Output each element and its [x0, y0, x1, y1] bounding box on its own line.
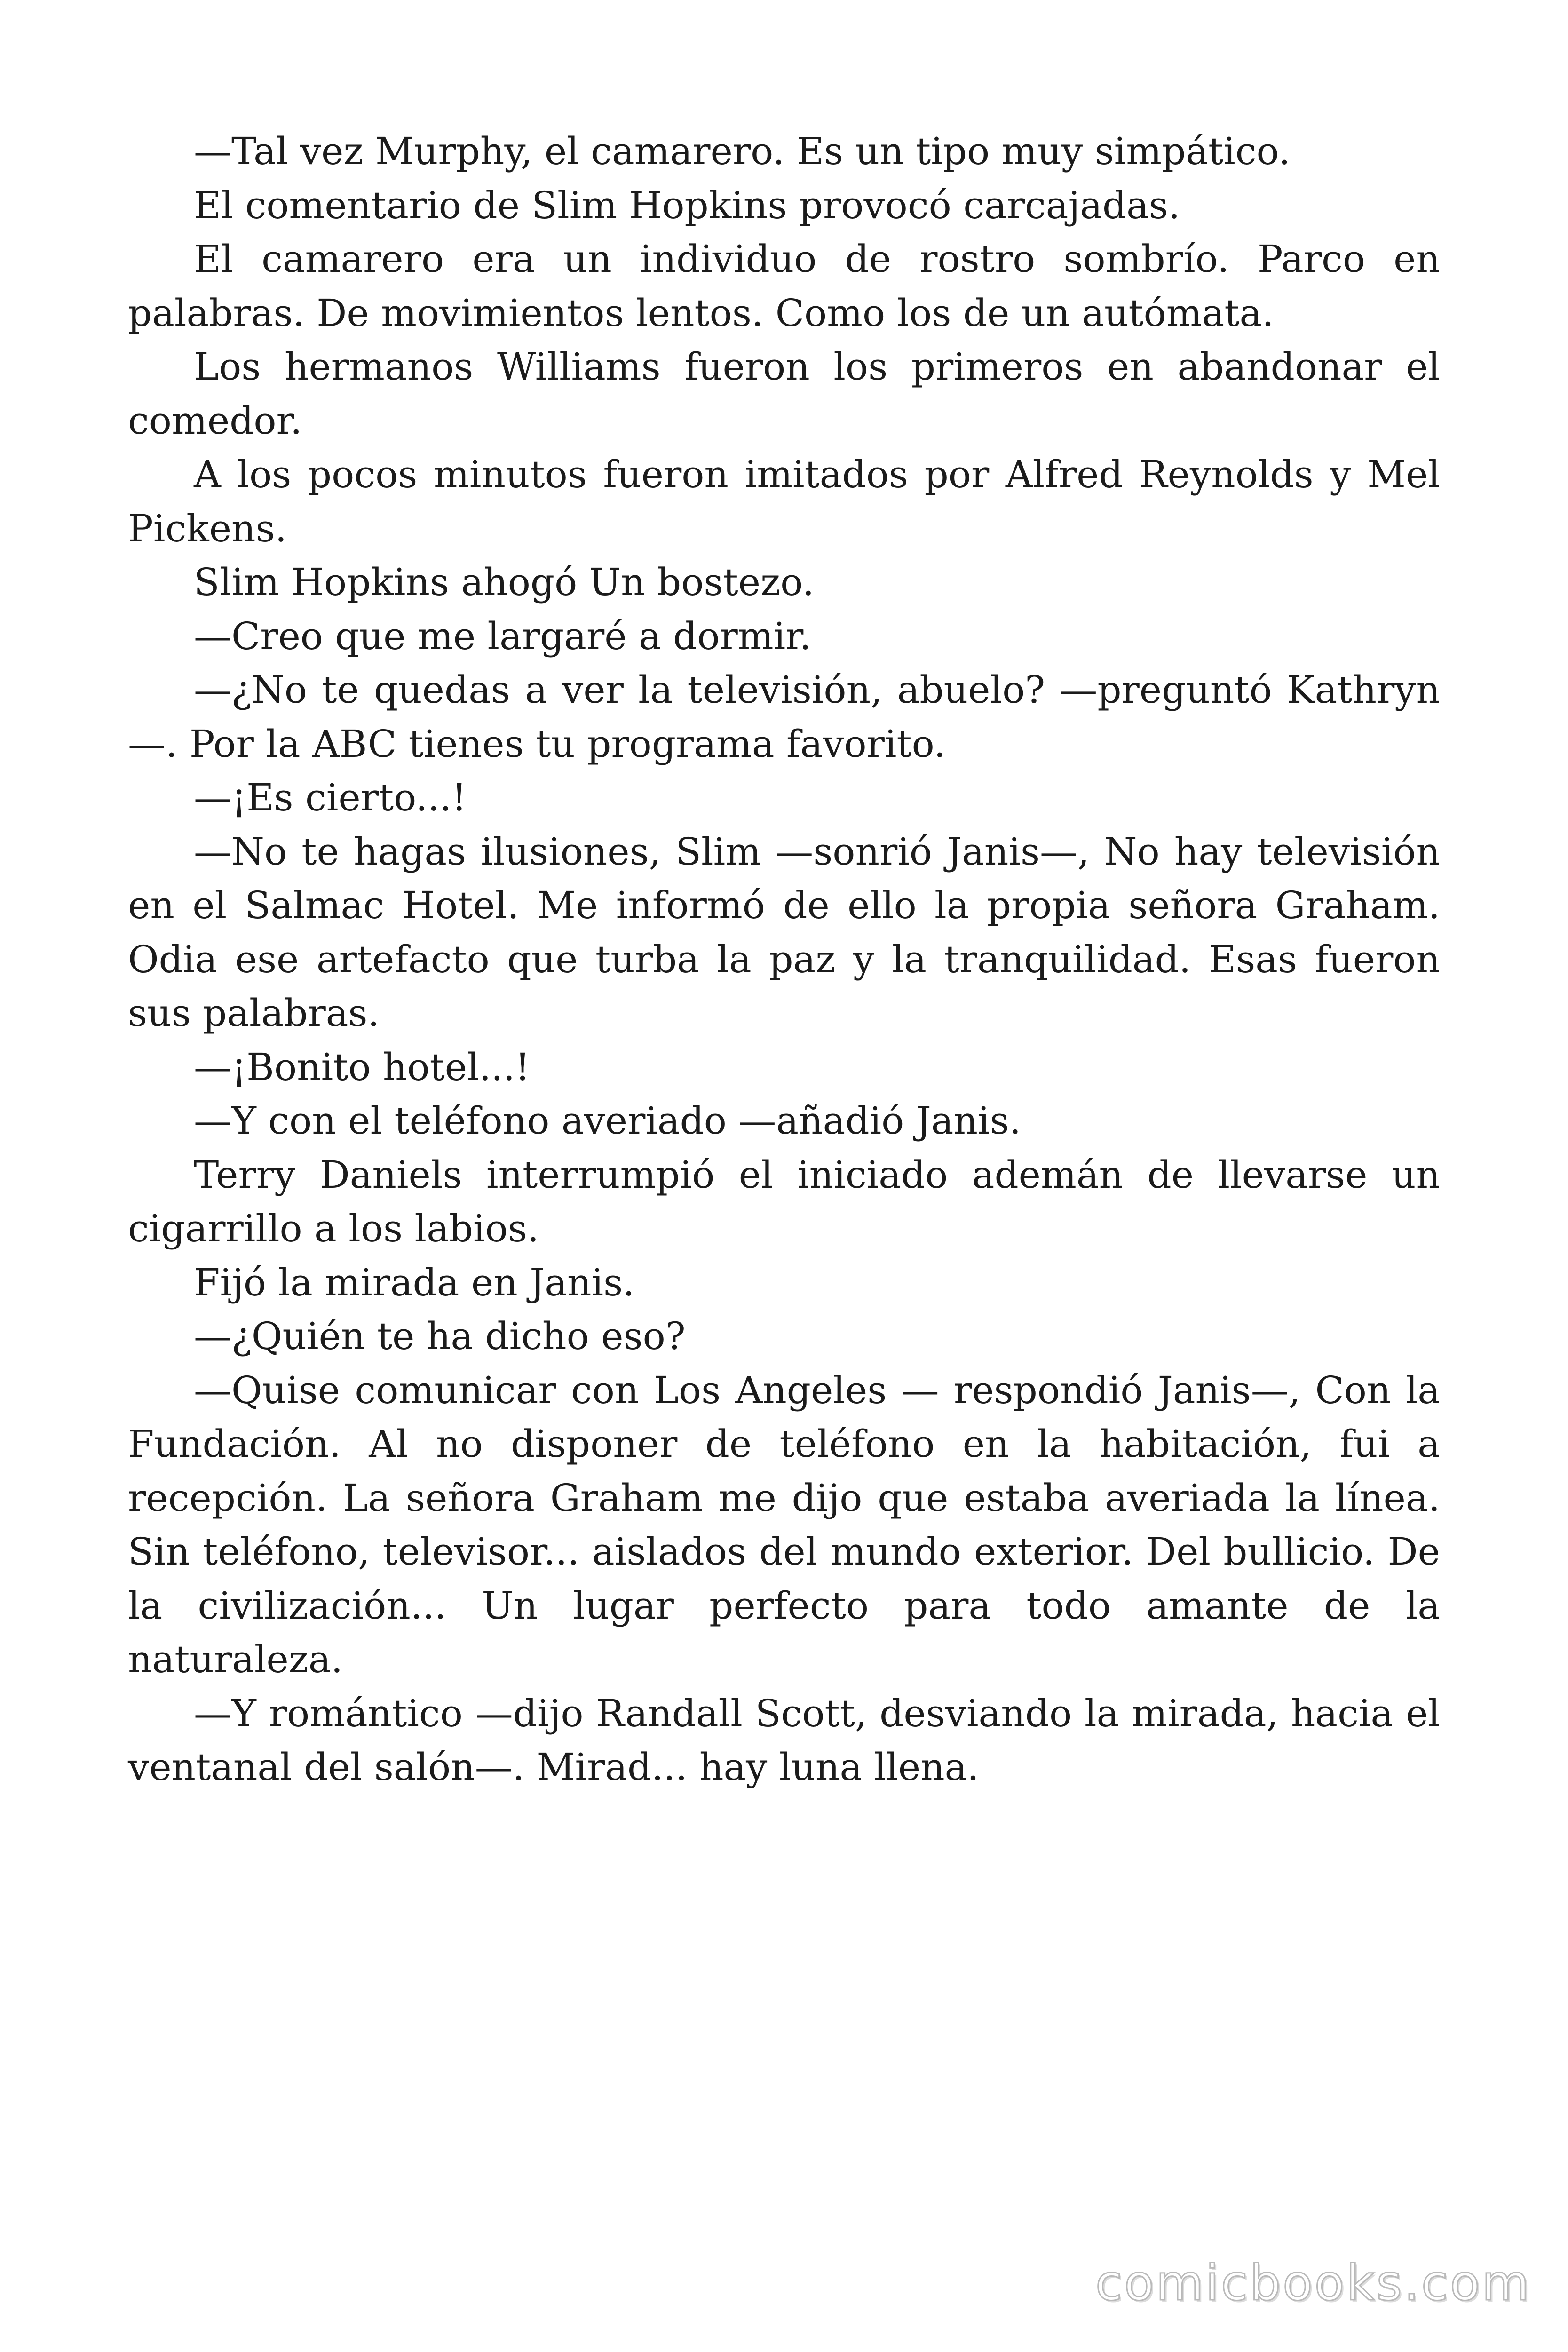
paragraph: Fijó la mirada en Janis.	[194, 1260, 635, 1304]
page-text	[128, 125, 1440, 1795]
paragraph: El comentario de Slim Hopkins provocó carcajadas.	[194, 183, 1180, 227]
paragraph: Slim Hopkins ahogó Un bostezo.	[194, 560, 815, 604]
paragraph: A los pocos minutos fueron imitados por Alfred Reynolds y Mel Pickens.	[128, 453, 1440, 550]
paragraph: Terry Daniels interrumpió el iniciado ademán de llevarse un cigarrillo a los labios.	[128, 1152, 1440, 1250]
paragraph: —¡Bonito hotel...!	[194, 1045, 531, 1089]
paragraph: —No te hagas ilusiones, Slim —sonrió Janis—, No hay televisión en el Salmac Hotel. Me informó de ello la propia señora Graham. Odia ese artefacto que turba la paz y la tranquilidad. Esas fueron sus palabras.	[128, 829, 1440, 1035]
paragraph: —Quise comunicar con Los Angeles — respondió Janis—, Con la Fundación. Al no disponer de teléfono en la habitación, fui a recepción. La señora Graham me dijo que estaba averiada la línea. Sin teléfono, televisor... aislados del mundo exterior. Del bullicio. De la civilización... Un lugar perfecto para todo amante de la naturaleza.	[128, 1368, 1440, 1681]
paragraph: —¿No te quedas a ver la televisión, abuelo? —preguntó Kathryn —. Por la ABC tienes tu programa favorito.	[128, 668, 1440, 766]
paragraph: —Creo que me largaré a dormir.	[194, 614, 812, 658]
paragraph: El camarero era un individuo de rostro sombrío. Parco en palabras. De movimientos lentos. Como los de un autómata.	[128, 237, 1440, 335]
paragraph: —¡Es cierto...!	[194, 776, 467, 819]
watermark: comicbooks.com	[1095, 2254, 1531, 2312]
paragraph: —¿Quién te ha dicho eso?	[194, 1314, 686, 1358]
paragraph: Los hermanos Williams fueron los primeros en abandonar el comedor.	[128, 345, 1440, 443]
paragraph: —Y con el teléfono averiado —añadió Janis.	[194, 1099, 1022, 1143]
paragraph: —Tal vez Murphy, el camarero. Es un tipo muy simpático.	[194, 129, 1291, 173]
paragraph: —Y romántico —dijo Randall Scott, desviando la mirada, hacia el ventanal del salón—. Mirad... hay luna llena.	[128, 1691, 1440, 1789]
